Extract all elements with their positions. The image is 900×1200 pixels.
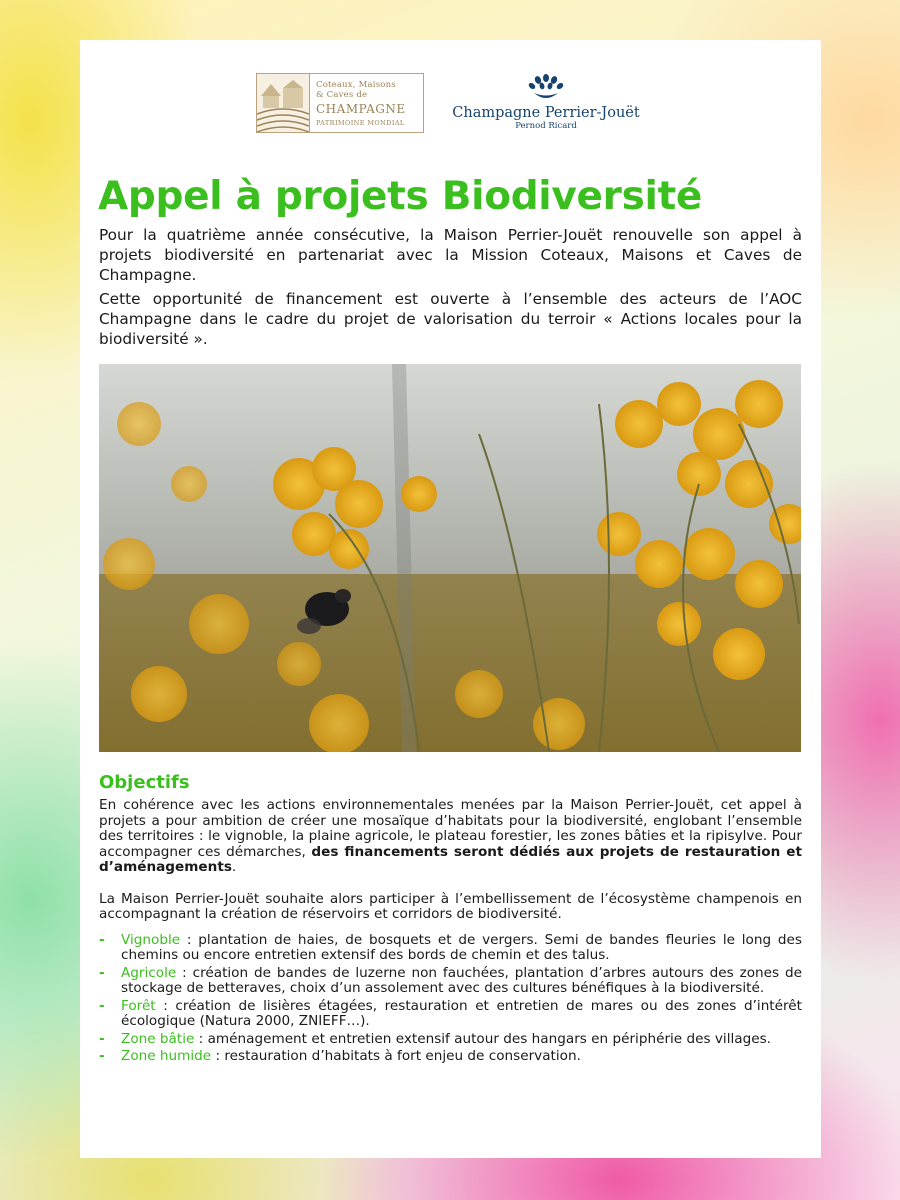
- objectifs-text: En cohérence avec les actions environnementales menées par la Maison Perrier-Jouët, cet appel à projets a pour ambition de créer une mosaïque d’habitats pour la biodiversité, englobant l’ensemble des territoires : le vignoble, la plaine agricole, le plateau forestier, les zones bâties et la ripisylve. Pour accompagner ces démarches,: [99, 797, 802, 860]
- list-dash: -: [99, 997, 105, 1014]
- list-item: [99, 1032, 802, 1048]
- objectifs-paragraph: [99, 798, 802, 876]
- intro-paragraph: Cette opportunité de financement est ouverte à l’ensemble des acteurs de l’AOC Champagne dans le cadre du projet de valorisation du terroir « Actions locales pour la biodiversité ».: [99, 290, 802, 348]
- list-keyword: Zone humide: [121, 1048, 212, 1064]
- list-dash: -: [99, 1030, 105, 1047]
- pj-group-name: Pernod Ricard: [515, 121, 577, 131]
- habitat-list: [99, 933, 802, 1065]
- list-keyword: Agricole: [121, 964, 177, 981]
- list-text: : plantation de haies, de bosquets et de vergers. Semi de bandes fleuries le long des chemins ou encore entretien extensif des bords de chemin et des talus.: [121, 931, 802, 963]
- list-item: [99, 933, 802, 964]
- cmc-line3: PATRIMOINE MONDIAL: [316, 118, 405, 127]
- cmc-line1b: & Caves de: [316, 89, 368, 100]
- objectifs-body: [99, 798, 802, 1067]
- list-dash: -: [99, 1048, 105, 1064]
- partner-logos: [256, 73, 646, 135]
- list-text: : création de lisières étagées, restauration et entretien de mares ou des zones d’intérêt écologique (Natura 2000, ZNIEFF…).: [121, 997, 802, 1029]
- intro-paragraph: Pour la quatrième année consécutive, la Maison Perrier-Jouët renouvelle son appel à projets biodiversité en partenariat avec la Mission Coteaux, Maisons et Caves de Champagne.: [99, 226, 802, 284]
- vineyard-emblem-icon: [257, 74, 310, 132]
- list-item: [99, 966, 802, 997]
- list-text: : aménagement et entretien extensif autour des hangars en périphérie des villages.: [194, 1030, 771, 1047]
- list-text: : restauration d’habitats à fort enjeu de conservation.: [211, 1048, 581, 1064]
- objectifs-text-end: .: [231, 859, 237, 875]
- flyer-page: [80, 40, 821, 1158]
- list-item: [99, 999, 802, 1030]
- list-text: : création de bandes de luzerne non fauchées, plantation d’arbres autours des zones de stockage de betteraves, choix d’un assolement avec des cultures bénéfiques à la biodiversité.: [121, 964, 802, 996]
- pj-brand-name: Champagne Perrier-Jouët: [452, 105, 640, 121]
- list-keyword: Forêt: [121, 997, 156, 1014]
- page-title: Appel à projets Biodiversité: [98, 174, 703, 219]
- coteaux-maisons-caves-logo: [256, 73, 424, 133]
- list-dash: -: [99, 931, 105, 948]
- objectifs-heading: Objectifs: [99, 772, 190, 793]
- perrier-jouet-logo: [446, 73, 646, 135]
- rapeseed-bee-photo: [99, 364, 801, 752]
- ecosystem-paragraph: La Maison Perrier-Jouët souhaite alors participer à l’embellissement de l’écosystème champenois en accompagnant la création de réservoirs et corridors de biodiversité.: [99, 890, 802, 922]
- anemone-flower-icon: [526, 73, 566, 103]
- list-keyword: Zone bâtie: [121, 1030, 195, 1047]
- objectifs-emphasis: des financements seront dédiés aux projets de restauration et d’aménagements: [99, 843, 803, 875]
- list-item: [99, 1049, 802, 1065]
- list-keyword: Vignoble: [121, 931, 181, 948]
- list-dash: -: [99, 964, 105, 981]
- intro-text: [99, 225, 802, 353]
- cmc-line1: Coteaux, Maisons: [316, 79, 396, 90]
- cmc-line2: CHAMPAGNE: [316, 101, 406, 116]
